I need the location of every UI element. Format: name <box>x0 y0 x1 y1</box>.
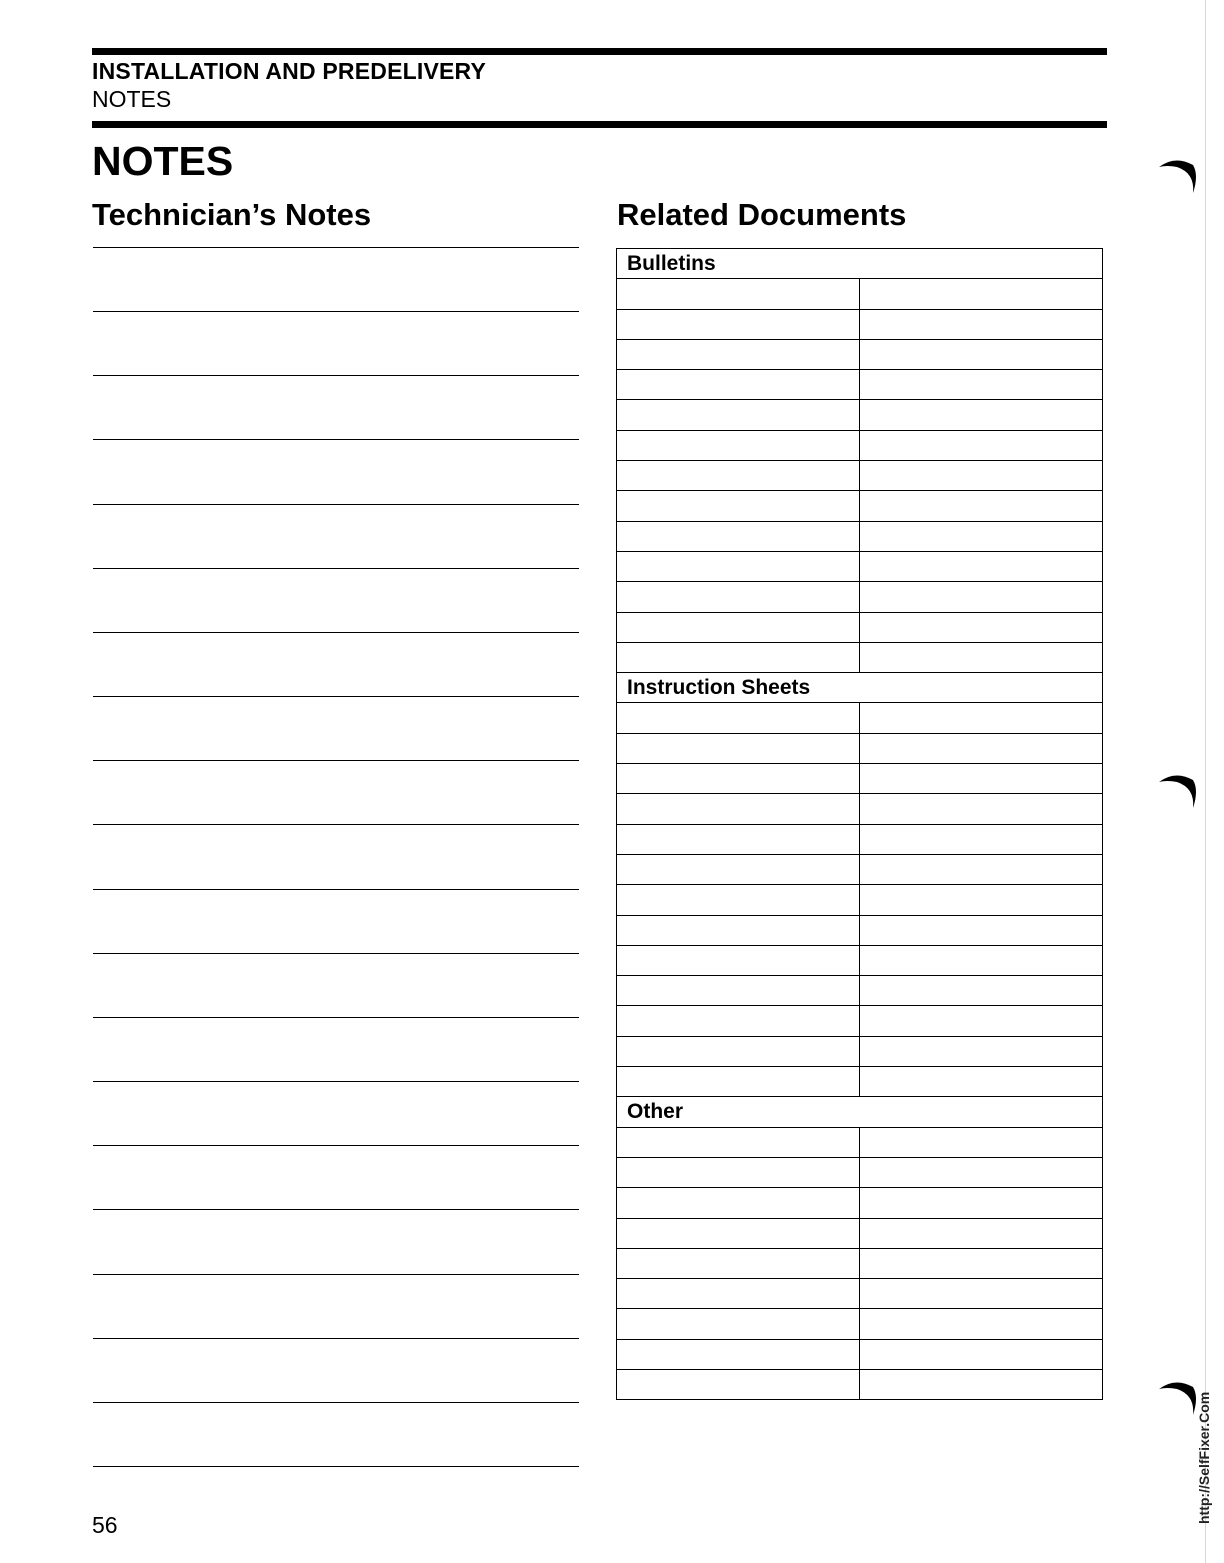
note-line[interactable] <box>93 824 579 825</box>
document-entry-cell[interactable] <box>860 1006 1103 1036</box>
table-row <box>617 1339 1103 1369</box>
related-documents-title: Related Documents <box>617 197 907 232</box>
table-row <box>617 1127 1103 1157</box>
document-entry-cell[interactable] <box>617 1339 860 1369</box>
table-row <box>617 1157 1103 1187</box>
document-entry-cell[interactable] <box>860 733 1103 763</box>
document-entry-cell[interactable] <box>617 339 860 369</box>
document-entry-cell[interactable] <box>860 1369 1103 1399</box>
document-entry-cell[interactable] <box>617 915 860 945</box>
table-row <box>617 430 1103 460</box>
document-entry-cell[interactable] <box>860 400 1103 430</box>
section-header: Instruction Sheets <box>617 673 1103 703</box>
table-row <box>617 1369 1103 1399</box>
note-line[interactable] <box>93 504 579 505</box>
note-line[interactable] <box>93 1466 579 1467</box>
note-line[interactable] <box>93 1017 579 1018</box>
document-entry-cell[interactable] <box>617 1218 860 1248</box>
document-entry-cell[interactable] <box>860 824 1103 854</box>
table-row <box>617 1309 1103 1339</box>
document-entry-cell[interactable] <box>860 582 1103 612</box>
table-row <box>617 279 1103 309</box>
technician-notes-title: Technician’s Notes <box>92 197 372 232</box>
document-entry-cell[interactable] <box>617 400 860 430</box>
note-line[interactable] <box>93 1081 579 1082</box>
document-entry-cell[interactable] <box>860 430 1103 460</box>
document-entry-cell[interactable] <box>617 1067 860 1097</box>
document-entry-cell[interactable] <box>617 1369 860 1399</box>
note-line[interactable] <box>93 311 579 312</box>
document-entry-cell[interactable] <box>617 370 860 400</box>
document-entry-cell[interactable] <box>860 1309 1103 1339</box>
section-header: Other <box>617 1097 1103 1127</box>
document-entry-cell[interactable] <box>860 885 1103 915</box>
document-entry-cell[interactable] <box>617 733 860 763</box>
note-line[interactable] <box>93 568 579 569</box>
table-row <box>617 854 1103 884</box>
document-entry-cell[interactable] <box>617 521 860 551</box>
document-entry-cell[interactable] <box>860 370 1103 400</box>
document-entry-cell[interactable] <box>617 491 860 521</box>
table-row <box>617 733 1103 763</box>
document-entry-cell[interactable] <box>617 854 860 884</box>
note-line[interactable] <box>93 1338 579 1339</box>
table-row <box>617 339 1103 369</box>
header-subsection: NOTES <box>92 86 172 112</box>
document-entry-cell[interactable] <box>860 1036 1103 1066</box>
document-entry-cell[interactable] <box>617 824 860 854</box>
document-entry-cell[interactable] <box>860 461 1103 491</box>
document-entry-cell[interactable] <box>860 309 1103 339</box>
document-entry-cell[interactable] <box>617 612 860 642</box>
document-entry-cell[interactable] <box>617 1006 860 1036</box>
note-line[interactable] <box>93 247 579 248</box>
document-entry-cell[interactable] <box>860 1188 1103 1218</box>
note-line[interactable] <box>93 696 579 697</box>
document-entry-cell[interactable] <box>860 1339 1103 1369</box>
document-entry-cell[interactable] <box>860 945 1103 975</box>
document-entry-cell[interactable] <box>860 551 1103 581</box>
document-entry-cell[interactable] <box>860 1157 1103 1187</box>
watermark: http://SelfFixer.Com <box>1196 1391 1212 1524</box>
section-header-row <box>617 673 1103 703</box>
document-entry-cell[interactable] <box>860 1127 1103 1157</box>
document-entry-cell[interactable] <box>860 1279 1103 1309</box>
table-row <box>617 582 1103 612</box>
table-row <box>617 370 1103 400</box>
section-header-row <box>617 249 1103 279</box>
document-entry-cell[interactable] <box>860 339 1103 369</box>
section-header: Bulletins <box>617 249 1103 279</box>
document-entry-cell[interactable] <box>617 582 860 612</box>
document-entry-cell[interactable] <box>617 1188 860 1218</box>
page-number: 56 <box>92 1512 118 1538</box>
note-line[interactable] <box>93 439 579 440</box>
table-row <box>617 885 1103 915</box>
table-row <box>617 1218 1103 1248</box>
table-row <box>617 945 1103 975</box>
document-entry-cell[interactable] <box>860 915 1103 945</box>
document-entry-cell[interactable] <box>617 642 860 672</box>
table-row <box>617 1067 1103 1097</box>
document-entry-cell[interactable] <box>617 764 860 794</box>
table-row <box>617 491 1103 521</box>
document-entry-cell[interactable] <box>860 491 1103 521</box>
note-line[interactable] <box>93 375 579 376</box>
document-entry-cell[interactable] <box>860 703 1103 733</box>
table-row <box>617 400 1103 430</box>
table-row <box>617 976 1103 1006</box>
note-line[interactable] <box>93 1274 579 1275</box>
document-entry-cell[interactable] <box>617 885 860 915</box>
table-row <box>617 521 1103 551</box>
document-entry-cell[interactable] <box>860 854 1103 884</box>
table-row <box>617 703 1103 733</box>
binder-hole-icon <box>1155 1375 1199 1419</box>
note-line[interactable] <box>93 632 579 633</box>
note-line[interactable] <box>93 1145 579 1146</box>
document-entry-cell[interactable] <box>860 764 1103 794</box>
header-rule-bottom <box>92 121 1107 128</box>
page-edge <box>1205 0 1206 1563</box>
table-row <box>617 794 1103 824</box>
table-row <box>617 461 1103 491</box>
page-title: NOTES <box>92 138 234 184</box>
related-documents-table <box>616 248 1103 1400</box>
document-entry-cell[interactable] <box>860 1248 1103 1278</box>
document-entry-cell[interactable] <box>860 612 1103 642</box>
document-entry-cell[interactable] <box>617 945 860 975</box>
note-line[interactable] <box>93 953 579 954</box>
table-row <box>617 824 1103 854</box>
document-entry-cell[interactable] <box>617 1036 860 1066</box>
document-entry-cell[interactable] <box>860 1067 1103 1097</box>
document-entry-cell[interactable] <box>617 279 860 309</box>
table-row <box>617 612 1103 642</box>
document-entry-cell[interactable] <box>617 703 860 733</box>
document-entry-cell[interactable] <box>860 642 1103 672</box>
table-row <box>617 309 1103 339</box>
table-row <box>617 642 1103 672</box>
binder-hole-icon <box>1155 153 1199 197</box>
document-entry-cell[interactable] <box>860 279 1103 309</box>
table-row <box>617 551 1103 581</box>
table-row <box>617 915 1103 945</box>
document-entry-cell[interactable] <box>617 551 860 581</box>
document-entry-cell[interactable] <box>617 309 860 339</box>
document-entry-cell[interactable] <box>617 1279 860 1309</box>
note-line[interactable] <box>93 1209 579 1210</box>
section-header-row <box>617 1097 1103 1127</box>
note-line[interactable] <box>93 1402 579 1403</box>
document-entry-cell[interactable] <box>617 461 860 491</box>
document-entry-cell[interactable] <box>617 976 860 1006</box>
document-entry-cell[interactable] <box>860 976 1103 1006</box>
table-row <box>617 1036 1103 1066</box>
header-section: INSTALLATION AND PREDELIVERY <box>92 58 487 84</box>
binder-hole-icon <box>1155 768 1199 812</box>
document-entry-cell[interactable] <box>860 794 1103 824</box>
document-entry-cell[interactable] <box>860 521 1103 551</box>
table-row <box>617 1188 1103 1218</box>
document-entry-cell[interactable] <box>617 1157 860 1187</box>
document-entry-cell[interactable] <box>860 1218 1103 1248</box>
document-entry-cell[interactable] <box>617 1127 860 1157</box>
document-entry-cell[interactable] <box>617 430 860 460</box>
table-row <box>617 1279 1103 1309</box>
table-row <box>617 1248 1103 1278</box>
document-entry-cell[interactable] <box>617 794 860 824</box>
note-line[interactable] <box>93 889 579 890</box>
note-line[interactable] <box>93 760 579 761</box>
table-row <box>617 1006 1103 1036</box>
table-row <box>617 764 1103 794</box>
document-entry-cell[interactable] <box>617 1309 860 1339</box>
header-rule-top <box>92 48 1107 55</box>
document-entry-cell[interactable] <box>617 1248 860 1278</box>
